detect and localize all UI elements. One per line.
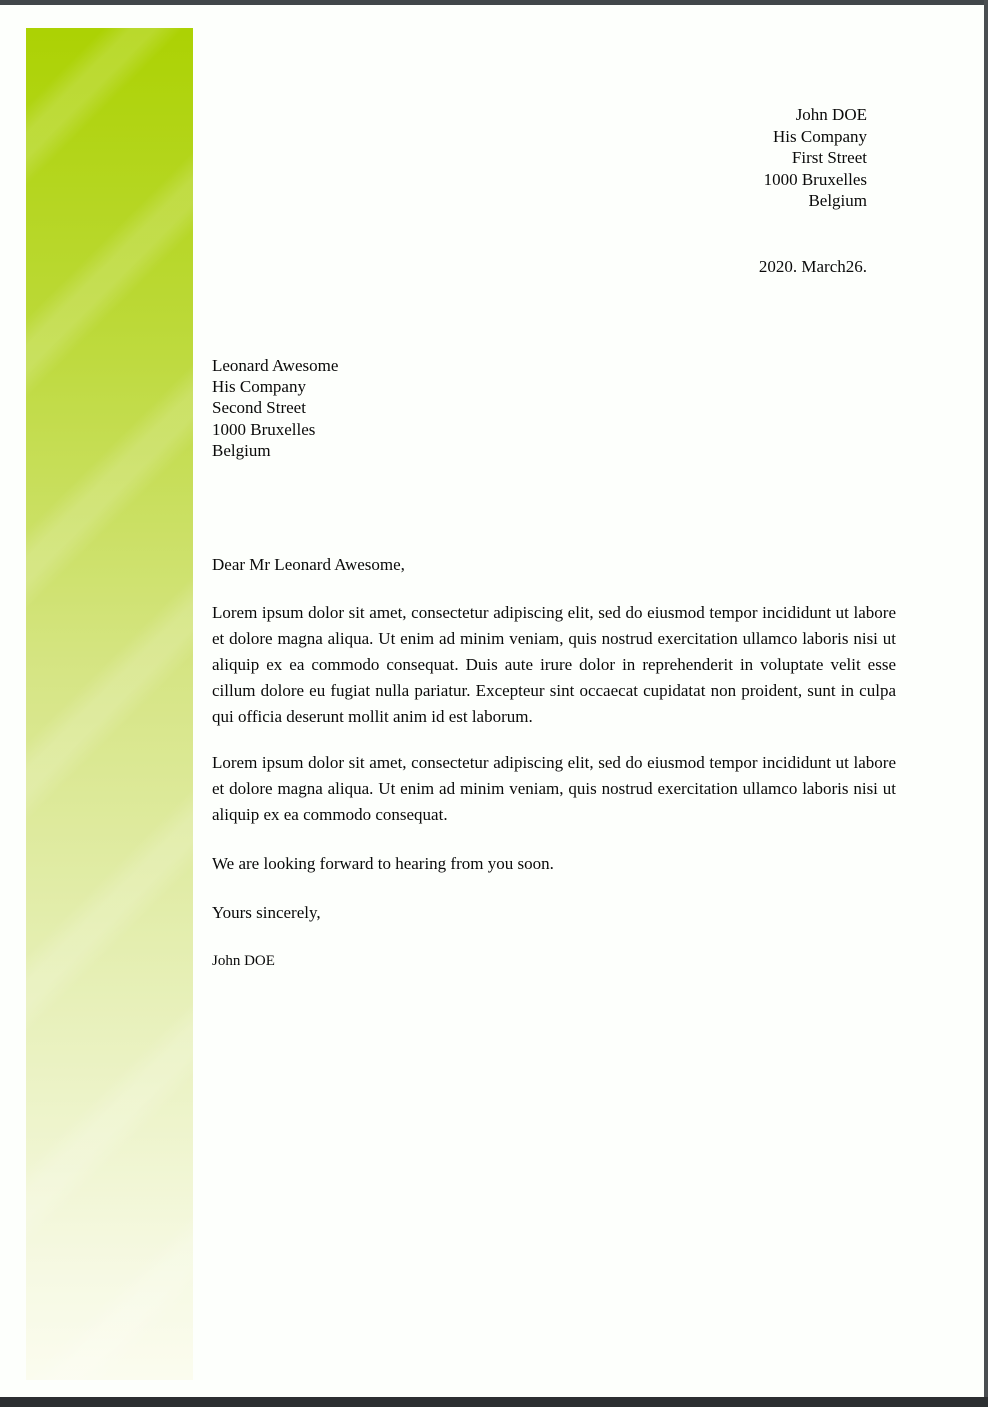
recipient-company: His Company [212, 377, 306, 397]
page-right-border [984, 0, 988, 1407]
recipient-name: Leonard Awesome [212, 356, 339, 375]
recipient-street: Second Street [212, 398, 306, 418]
sender-city: 1000 Bruxelles [763, 169, 867, 189]
recipient-city: 1000 Bruxelles [212, 419, 316, 439]
sender-company: His Company [773, 126, 867, 146]
sender-name: John DOE [795, 105, 867, 124]
closing-line: We are looking forward to hearing from you soon. [212, 854, 554, 873]
letter-date: 2020. March26. [758, 257, 867, 276]
salutation: Dear Mr Leonard Awesome, [212, 555, 405, 574]
sender-country: Belgium [808, 191, 867, 211]
body-paragraph-1: Lorem ipsum dolor sit amet, consectetur adipiscing elit, sed do eiusmod tempor incididunt ut labore et dolore magna aliqua. Ut enim ad minim veniam, quis nostrud exercitation ullamco laboris nisi ut aliquip ex ea commodo consequat. Duis aute irure dolor in reprehenderit in voluptate velit esse cillum dolore eu fugiat nulla pariatur. Excepteur sint occaecat cupidatat non proident, sunt in culpa qui officia deserunt mollit anim id est laborum. [212, 603, 896, 726]
valediction: Yours sincerely, [212, 903, 321, 922]
recipient-address-block [212, 355, 338, 461]
page-bottom-border [0, 1397, 988, 1407]
body-paragraph-2: Lorem ipsum dolor sit amet, consectetur adipiscing elit, sed do eiusmod tempor incididunt ut labore et dolore magna aliqua. Ut enim ad minim veniam, quis nostrud exercitation ullamco laboris nisi ut aliquip ex ea commodo consequat. [212, 753, 896, 824]
sender-address-block [764, 104, 867, 212]
signature-name: John DOE [212, 953, 275, 969]
page-top-border [0, 0, 988, 5]
decorative-gradient-ribbon [26, 28, 193, 1380]
recipient-country: Belgium [212, 440, 271, 460]
sender-street: First Street [791, 148, 867, 168]
